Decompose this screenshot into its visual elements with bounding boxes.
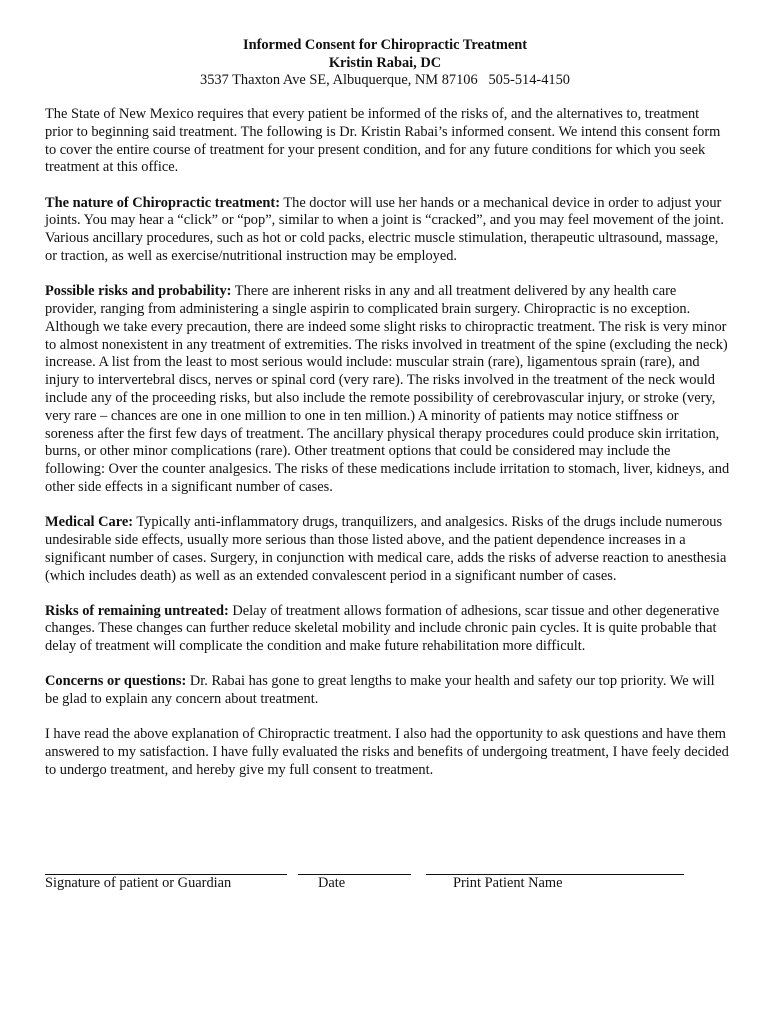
section-text: There are inherent risks in any and all treatment delivered by any health care provider, ranging from administering a single aspirin to complicated brain surgery. Chiropractic is no exception. Although we take every precaution, there are indeed some slight risks to chiropractic treatment. The risk is very minor to almost nonexistent in any treatment of extremities. The risks involved in treatment of the spine (excluding the neck) increase. A list from the least to most serious would include: muscular strain (rare), ligamentous sprain (rare), and injury to intervertebral discs, nerves or spinal cord (very rare). The risks involved in the treatment of the neck would include any of the proceeding risks, but also include the remote possibility of cerebrovascular injury, or stroke (very, very rare – chances are one in one million to one in ten million.) A minority of patients may notice stiffness or soreness after the first few days of treatment. The ancillary physical therapy procedures could produce skin irritation, burns, or other minor complications (rare). Other treatment options that could be considered may include the following: Over the counter analgesics. The risks of these medications include irritation to stomach, liver, kidneys, and other side effects in a significant number of cases.	[45, 283, 730, 495]
doctor-name: Kristin Rabai, DC	[328, 54, 442, 71]
section-heading: Possible risks and probability:	[45, 283, 232, 300]
date-line[interactable]	[298, 874, 411, 875]
section-heading: Medical Care:	[45, 514, 134, 531]
signature-block	[0, 858, 770, 898]
clinic-address: 3537 Thaxton Ave SE, Albuquerque, NM 87106 505-514-4150	[200, 72, 570, 89]
intro-paragraph: The State of New Mexico requires that every patient be informed of the risks of, and the alternatives to, treatment prior to beginning said treatment. The following is Dr. Kristin Rabai’s informed consent. We intend this consent form to cover the entire course of treatment for your present condition, and for any future conditions for which you seek treatment at this office.	[45, 106, 721, 176]
risks-untreated-section	[45, 603, 730, 656]
section-text: Delay of treatment allows formation of adhesions, scar tissue and other degenerative changes. These changes can further reduce skeletal mobility and include chronic pain cycles. It is quite probable that delay of treatment will complicate the condition and make future rehabilitation more difficult.	[45, 602, 720, 655]
concerns-section	[45, 673, 730, 709]
section-text: Typically anti-inflammatory drugs, tranquilizers, and analgesics. Risks of the drugs include numerous undesirable side effects, usually more serious than those listed above, and the patient dependence increases in a significant number of cases. Surgery, in conjunction with medical care, adds the risks of adverse reaction to anesthesia (which includes death) as well as an extended convalescent period in a significant number of cases.	[45, 514, 727, 584]
medical-care-section	[45, 514, 730, 585]
section-text: Dr. Rabai has gone to great lengths to make your health and safety our top priority. We will be glad to explain any concern about treatment.	[45, 673, 715, 708]
section-heading: Risks of remaining untreated:	[45, 602, 229, 619]
section-text: The doctor will use her hands or a mechanical device in order to adjust your joints. You may hear a “click” or “pop”, similar to when a joint is “cracked”, and you may feel movement of the joint. Various ancillary procedures, such as hot or cold packs, electric muscle stimulation, therapeutic ultrasound, massage, or traction, as well as exercise/nutritional instruction may be employed.	[45, 194, 724, 264]
form-title: Informed Consent for Chiropractic Treatment	[242, 37, 528, 53]
print-name-label: Print Patient Name	[453, 875, 563, 891]
nature-of-treatment-section	[45, 195, 730, 266]
form-header	[0, 37, 770, 90]
section-heading: The nature of Chiropractic treatment:	[45, 194, 280, 211]
signature-label: Signature of patient or Guardian	[45, 875, 232, 891]
risks-and-probability-section	[45, 283, 730, 497]
form-body	[45, 106, 730, 797]
date-label: Date	[318, 875, 346, 891]
acknowledgement-paragraph: I have read the above explanation of Chiropractic treatment. I also had the opportunity to ask questions and have them answered to my satisfaction. I have fully evaluated the risks and benefits of undergoing treatment, I have feely decided to undergo treatment, and hereby give my full consent to treatment.	[45, 726, 729, 779]
section-heading: Concerns or questions:	[45, 673, 187, 690]
